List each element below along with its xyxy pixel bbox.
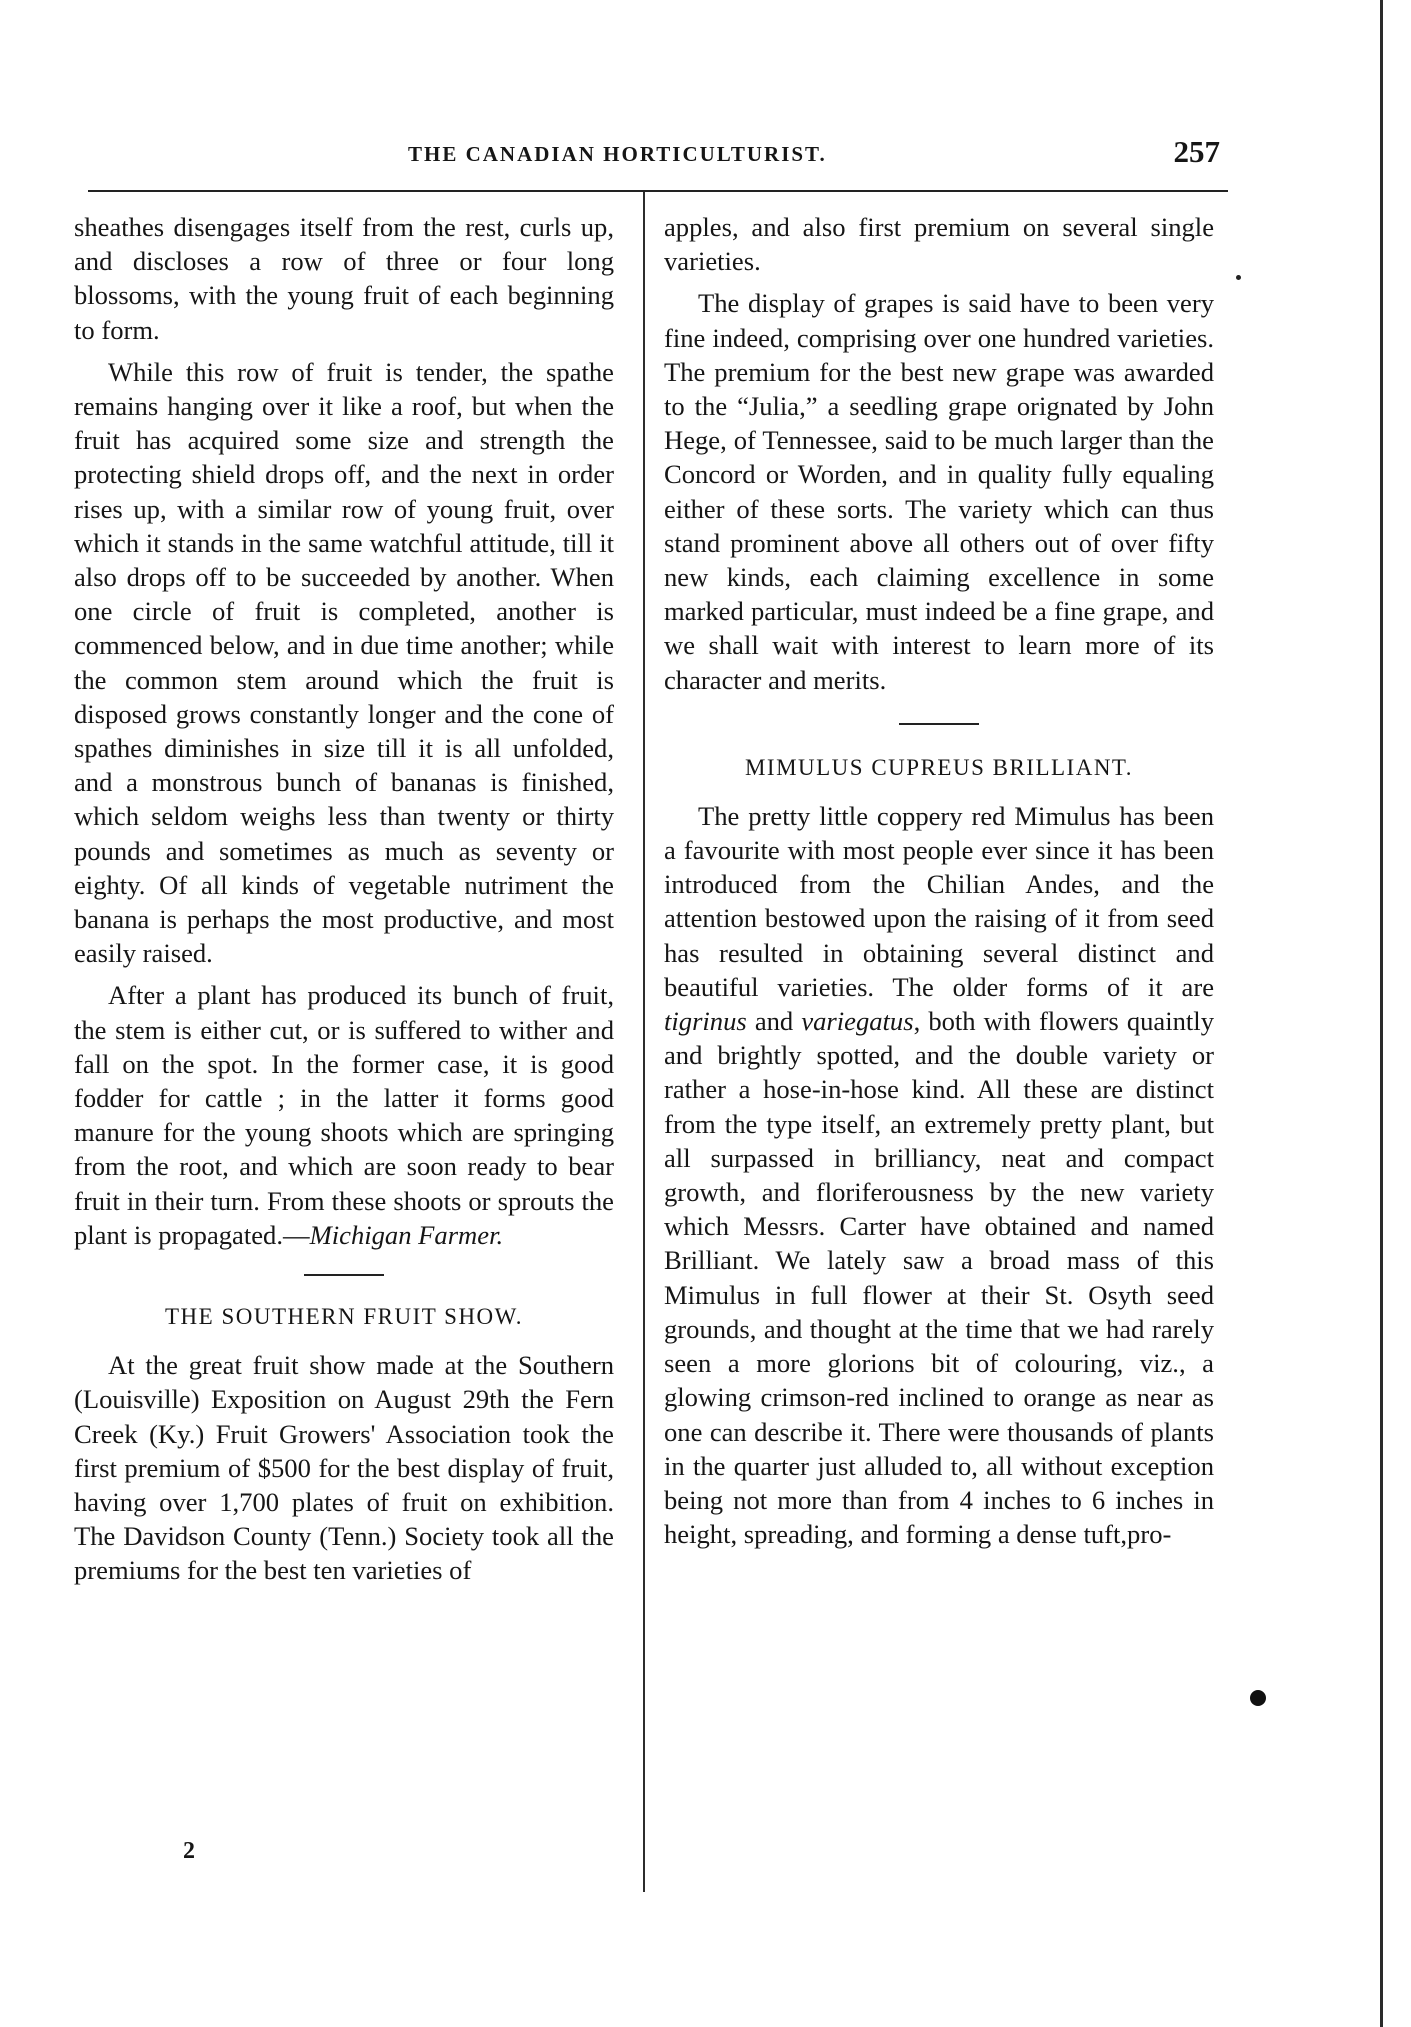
- header-rule: [88, 190, 1228, 192]
- column-divider: [643, 192, 645, 1892]
- ink-speck: [1236, 275, 1241, 280]
- section-heading: THE SOUTHERN FRUIT SHOW.: [164, 1304, 524, 1330]
- paragraph-text: The pretty little coppery red Mimulus has been a favourite with most people ever since it has been introduced from the Chilian Andes, and the attention bestowed upon the raising of it from seed has resulted in obtaining several distinct and beautiful varieties. The older forms of it are: [664, 800, 1214, 1002]
- paragraph: While this row of fruit is tender, the spathe remains hanging over it like a roof, but when the fruit has acquired some size and strength the protecting shield drops off, and the next in order rises up, with a similar row of young fruit, over which it stands in the same watchful attitude, till it also drops off to be succeeded by another. When one circle of fruit is completed, another is commenced below, and in due time another; while the common stem around which the fruit is disposed grows constantly longer and the cone of spathes diminishes in size till it is all unfolded, and a monstrous bunch of bananas is finished, which seldom weighs less than twenty or thirty pounds and sometimes as much as seventy or eighty. Of all kinds of vegetable nutriment the banana is perhaps the most productive, and most easily raised.: [74, 356, 614, 969]
- left-column: [74, 210, 614, 1596]
- signature-mark: 2: [183, 1838, 195, 1864]
- ink-blot: [1250, 1690, 1266, 1706]
- paragraph: sheathes disengages itself from the rest, curls up, and discloses a row of three or four long blossoms, with the young fruit of each beginning to form.: [74, 212, 614, 345]
- paragraph-text: and: [746, 1006, 802, 1037]
- italic-term: tigrinus: [664, 1006, 747, 1037]
- paragraph: The display of grapes is said have to been very fine indeed, comprising over one hundred varieties. The premium for the best new grape was awarded to the “Julia,” a seedling grape orignated by John Hege, of Tennessee, said to be much larger than the Concord or Worden, and in quality fully equaling either of these sorts. The variety which can thus stand prominent above all others out of over fifty new kinds, each claiming excellence in some marked particular, must indeed be a fine grape, and we shall wait with interest to learn more of its character and merits.: [664, 288, 1214, 695]
- source-attribution: Michigan Farmer.: [309, 1219, 504, 1250]
- page-edge-line: [1380, 0, 1383, 2027]
- section-separator: [304, 1274, 384, 1276]
- running-title: THE CANADIAN HORTICULTURIST.: [408, 142, 827, 166]
- section-separator: [899, 723, 979, 725]
- right-column: [664, 210, 1214, 1559]
- paragraph: At the great fruit show made at the Southern (Louisville) Exposition on August 29th the Fern Creek (Ky.) Fruit Growers' Association took the first premium of $500 for the best display of fruit, having over 1,700 plates of fruit on exhibition. The Davidson County (Tenn.) Society took all the premiums for the best ten varieties of: [74, 1350, 614, 1586]
- paragraph: [74, 978, 614, 1252]
- italic-term: variegatus: [801, 1006, 914, 1037]
- paragraph-text: , both with flowers quaintly and brightly spotted, and the double variety or rather a hose-in-hose kind. All these are distinct from the type itself, an extremely pretty plant, but all surpassed in brilliancy, neat and compact growth, and floriferousness by the new variety which Messrs. Carter have obtained and named Brilliant. We lately saw a broad mass of this Mimulus in full flower at their St. Osyth seed grounds, and thought at the time that we had rarely seen a more glorions bit of colouring, viz., a glowing crimson-red inclined to orange as near as one can describe it. There were thousands of plants in the quarter just alluded to, all without exception being not more than from 4 inches to 6 inches in height, spreading, and forming a dense tuft,pro-: [664, 1006, 1214, 1550]
- section-heading: MIMULUS CUPREUS BRILLIANT.: [744, 754, 1134, 780]
- paragraph: [664, 799, 1214, 1551]
- page-header: [88, 112, 1228, 172]
- paragraph: apples, and also first premium on several single varieties.: [664, 212, 1214, 277]
- paragraph-text: After a plant has produced its bunch of fruit, the stem is either cut, or is suffered to wither and fall on the spot. In the former case, it is good fodder for cattle ; in the latter it forms good manure for the young shoots which are springing from the root, and which are soon ready to bear fruit in their turn. From these shoots or sprouts the plant is propagated.—: [74, 980, 614, 1250]
- page-number: 257: [1173, 134, 1220, 169]
